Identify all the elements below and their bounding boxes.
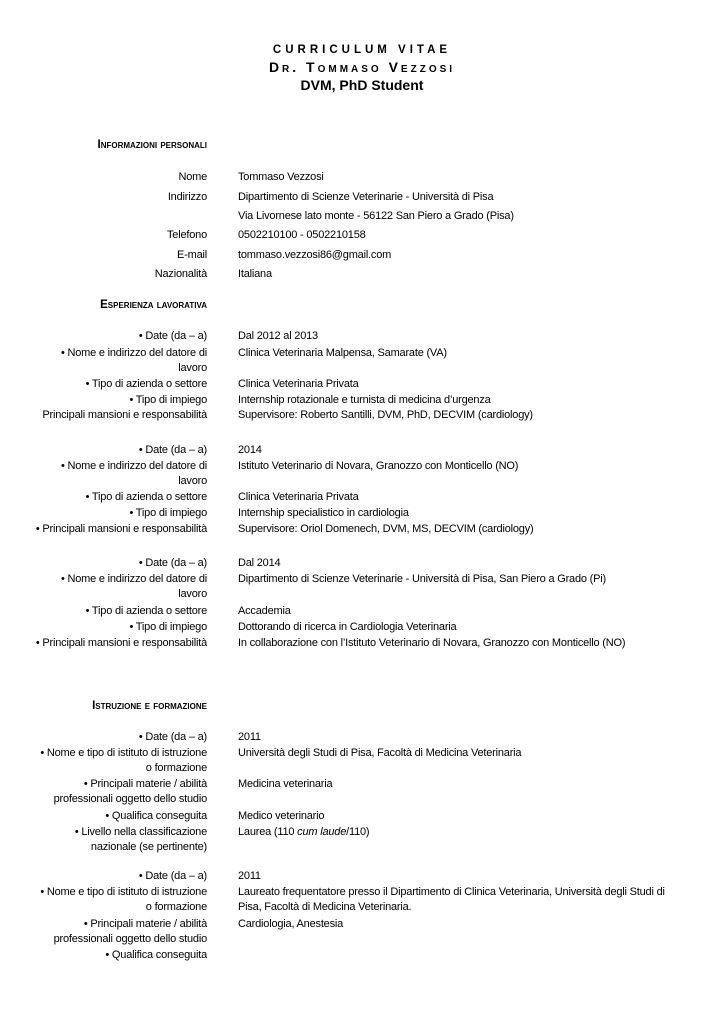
field-value: 0502210100 - 0502210158 bbox=[238, 229, 366, 241]
field-value: Via Livornese lato monte - 56122 San Piero a Grado (Pisa) bbox=[238, 210, 514, 222]
cv-degree: DVM, PhD Student bbox=[300, 77, 424, 93]
field-label: Telefono bbox=[167, 229, 207, 241]
field-label: Nome bbox=[178, 171, 207, 183]
field-value: Italiana bbox=[238, 268, 272, 280]
field-value: tommaso.vezzosi86@gmail.com bbox=[238, 249, 392, 261]
cv-title: CURRICULUM VITAE bbox=[272, 44, 452, 56]
field-label: Indirizzo bbox=[167, 191, 207, 203]
section-title-education: Istruzione e formazione bbox=[92, 700, 207, 712]
field-label: Nazionalità bbox=[154, 268, 207, 280]
section-title-experience: Esperienza lavorativa bbox=[100, 299, 207, 311]
field-label: E-mail bbox=[177, 249, 207, 261]
field-value: Dipartimento di Scienze Veterinarie - Università di Pisa bbox=[238, 191, 494, 203]
field-value: Tommaso Vezzosi bbox=[238, 171, 324, 183]
cv-name: Dr. Tommaso Vezzosi bbox=[268, 59, 456, 75]
cv-header bbox=[0, 42, 724, 94]
section-title-personal: Informazioni personali bbox=[97, 139, 207, 151]
